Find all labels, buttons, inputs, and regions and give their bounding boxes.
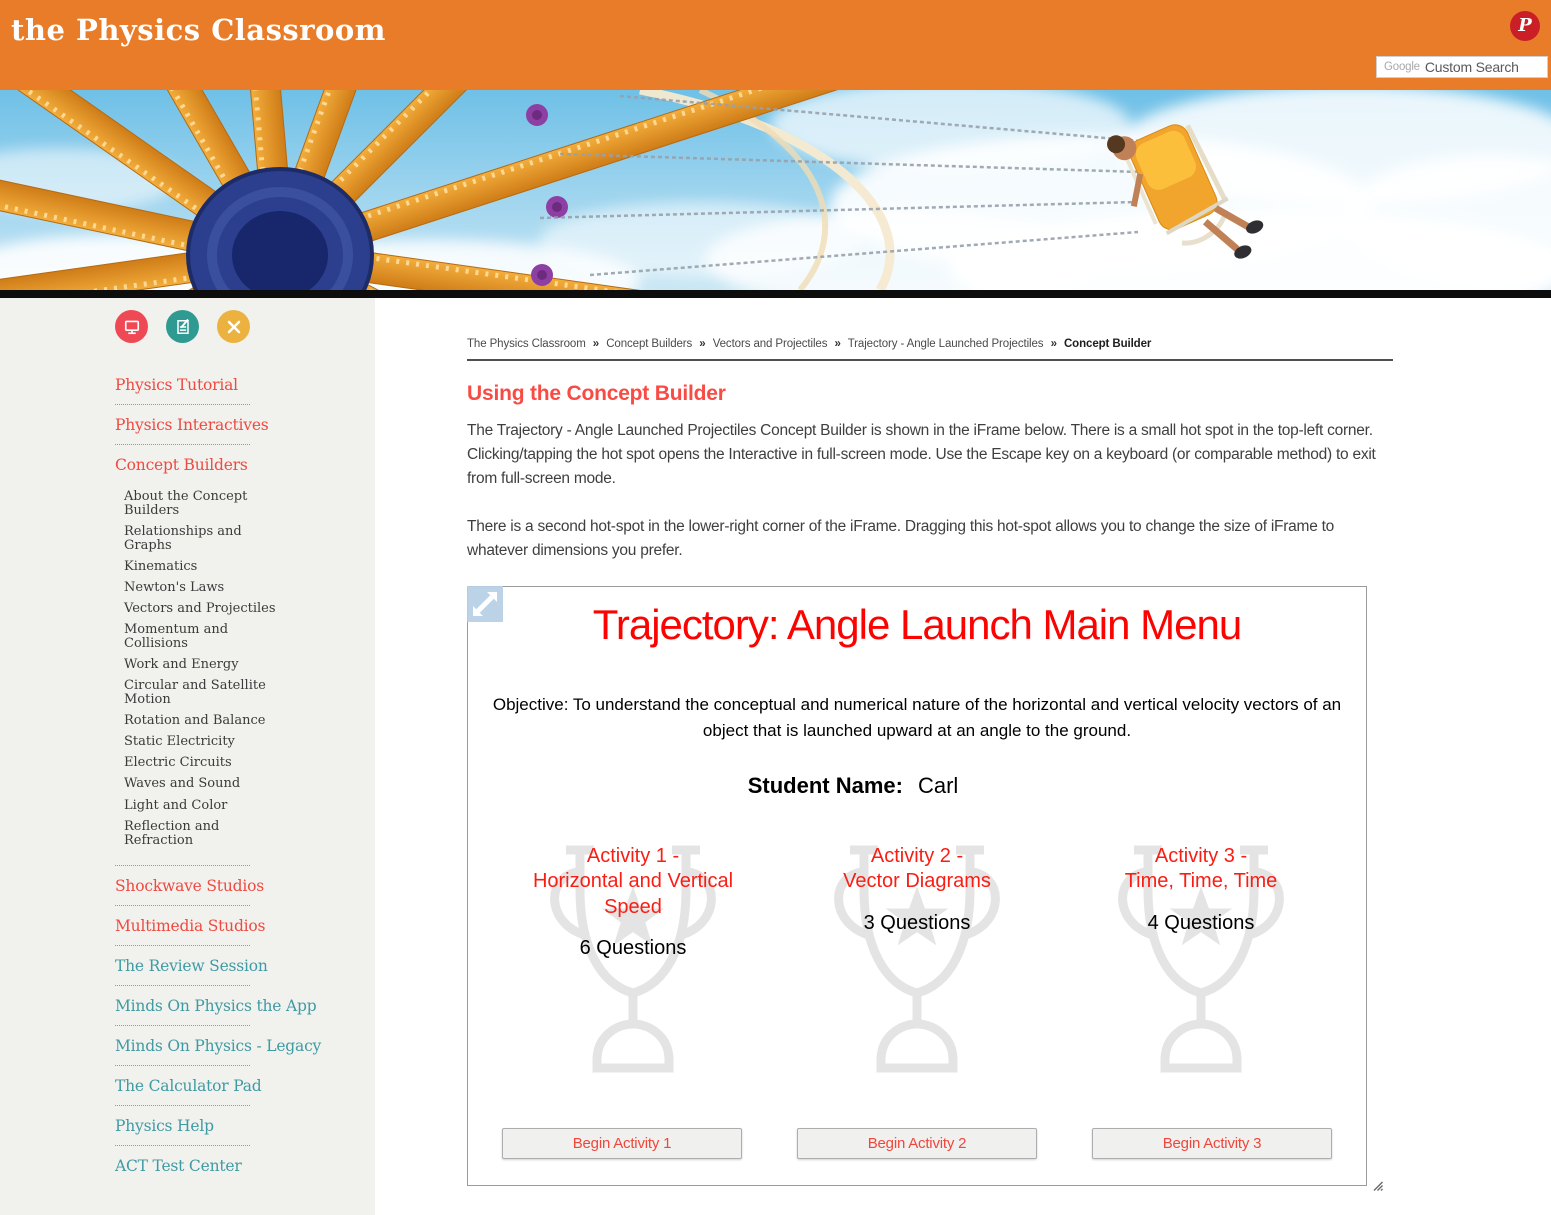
site-logo[interactable]: the Physics Classroom	[11, 13, 386, 47]
app-title: Trajectory: Angle Launch Main Menu	[592, 600, 1242, 648]
breadcrumb-separator: »	[834, 338, 841, 350]
activity-title	[1070, 844, 1332, 895]
site-header	[0, 0, 1551, 90]
sidebar-subitem[interactable]: Static Electricity	[124, 734, 235, 750]
sidebar-subitem[interactable]: Kinematics	[124, 559, 198, 575]
activity-question-count: 6 Questions	[579, 937, 687, 960]
activity-title-line1: Activity 2 -	[870, 844, 964, 867]
sidebar-item-calculator-pad[interactable]: The Calculator Pad	[115, 1076, 262, 1095]
breadcrumb-separator: »	[1050, 338, 1057, 350]
breadcrumb-link[interactable]: Trajectory - Angle Launched Projectiles	[847, 338, 1044, 350]
fullscreen-hotspot[interactable]	[467, 586, 503, 622]
student-name-label: Student Name:	[747, 772, 903, 798]
sidebar-subitem[interactable]: Reflection and Refraction	[124, 818, 220, 848]
banner-bottom-rule	[0, 290, 1551, 298]
app-objective: Objective: To understand the conceptual and numerical nature of the horizontal and vertical velocity vectors of an object that is launched upward at an angle to the ground.	[492, 694, 1342, 740]
sidebar-subitem[interactable]: Vectors and Projectiles	[124, 601, 276, 617]
sidebar-item-concept-builders[interactable]: Concept Builders	[115, 456, 248, 474]
banner-photo	[0, 90, 1551, 290]
google-brand-label: Google	[1384, 61, 1420, 73]
breadcrumb	[467, 338, 1393, 361]
tools-icon[interactable]	[217, 310, 250, 343]
sidebar-subitem[interactable]: Relationships and Graphs	[124, 524, 242, 554]
breadcrumb-current: Concept Builder	[1063, 338, 1152, 350]
sidebar-subitem[interactable]: Newton's Laws	[124, 580, 225, 596]
activity-card-3	[1070, 836, 1332, 1088]
search-placeholder-text: Custom Search	[1424, 59, 1519, 75]
sidebar-item-shockwave-studios[interactable]: Shockwave Studios	[115, 876, 264, 895]
sidebar-item-act-test-center[interactable]: ACT Test Center	[115, 1156, 242, 1175]
activity-title	[786, 844, 1048, 895]
sidebar-subitem[interactable]: Momentum and Collisions	[124, 622, 229, 652]
activity-card-2	[786, 836, 1048, 1088]
monitor-icon[interactable]	[115, 310, 148, 343]
sidebar-item-physics-help[interactable]: Physics Help	[115, 1116, 214, 1135]
activity-title-line1: Activity 3 -	[1154, 844, 1248, 867]
concept-builders-sublist	[115, 484, 276, 865]
sidebar-item-review-session[interactable]: The Review Session	[115, 956, 268, 975]
breadcrumb-link[interactable]: Concept Builders	[606, 338, 693, 350]
search-input[interactable]	[1376, 56, 1548, 78]
activity-question-count: 4 Questions	[1147, 911, 1255, 934]
student-name-input[interactable]: Carl	[917, 772, 959, 798]
sidebar-item-physics-interactives[interactable]: Physics Interactives	[115, 416, 269, 434]
intro-paragraph: The Trajectory - Angle Launched Projectiles Concept Builder is shown in the iFrame below. There is a small hot spot in the top-left corner. Clicking/tapping the hot spot opens the Interactive in full-screen mode. Use the Escape key on a keyboard (or comparable method) to exit from full-screen mode.	[467, 422, 1376, 488]
sidebar-subitem[interactable]: Work and Energy	[124, 657, 239, 673]
student-name-row	[404, 773, 1302, 799]
sidebar-nav	[115, 365, 322, 1185]
sidebar-subitem[interactable]: About the Concept Builders	[124, 489, 248, 519]
sidebar-item-physics-tutorial[interactable]: Physics Tutorial	[115, 376, 238, 394]
begin-buttons-row	[468, 1128, 1366, 1159]
sidebar-item-multimedia-studios[interactable]: Multimedia Studios	[115, 916, 266, 935]
sidebar-item-minds-on-physics-app[interactable]: Minds On Physics the App	[115, 996, 317, 1015]
page-title: Using the Concept Builder	[467, 382, 726, 405]
pinterest-icon[interactable]: P	[1510, 11, 1540, 41]
activity-title-line2: Vector Diagrams	[843, 870, 991, 893]
begin-activity-3-button[interactable]: Begin Activity 3	[1092, 1128, 1332, 1159]
activities-row	[468, 836, 1366, 1088]
breadcrumb-link[interactable]: Vectors and Projectiles	[712, 338, 828, 350]
begin-activity-1-button[interactable]: Begin Activity 1	[502, 1128, 742, 1159]
sidebar-subitem[interactable]: Light and Color	[124, 797, 228, 813]
activity-title-line1: Activity 1 -	[586, 844, 680, 867]
sidebar-item-minds-on-physics-legacy[interactable]: Minds On Physics - Legacy	[115, 1036, 322, 1055]
sidebar-subitem[interactable]: Rotation and Balance	[124, 713, 266, 729]
activity-title	[502, 844, 764, 921]
sidebar-subitem[interactable]: Electric Circuits	[124, 755, 232, 771]
main-content	[375, 298, 1393, 1215]
iframe-resize-handle[interactable]	[1372, 1178, 1383, 1196]
begin-activity-2-button[interactable]: Begin Activity 2	[797, 1128, 1037, 1159]
breadcrumb-link[interactable]: The Physics Classroom	[467, 338, 586, 350]
breadcrumb-separator: »	[592, 338, 600, 350]
worksheet-icon[interactable]	[166, 310, 199, 343]
activity-card-1	[502, 836, 764, 1088]
breadcrumb-separator: »	[699, 338, 706, 350]
concept-builder-iframe	[467, 586, 1367, 1186]
sidebar	[0, 298, 375, 1215]
sidebar-subitem[interactable]: Circular and Satellite Motion	[124, 678, 266, 708]
sidebar-subitem[interactable]: Waves and Sound	[124, 776, 241, 792]
intro-paragraph: There is a second hot-spot in the lower-right corner of the iFrame. Dragging this hot-spot allows you to change the size of iFrame to whatever dimensions you prefer.	[467, 517, 1335, 559]
activity-question-count: 3 Questions	[863, 911, 971, 934]
activity-title-line2: Horizontal and Vertical Speed	[532, 870, 734, 918]
activity-title-line2: Time, Time, Time	[1124, 870, 1278, 893]
swing-ride-illustration	[0, 90, 1551, 290]
